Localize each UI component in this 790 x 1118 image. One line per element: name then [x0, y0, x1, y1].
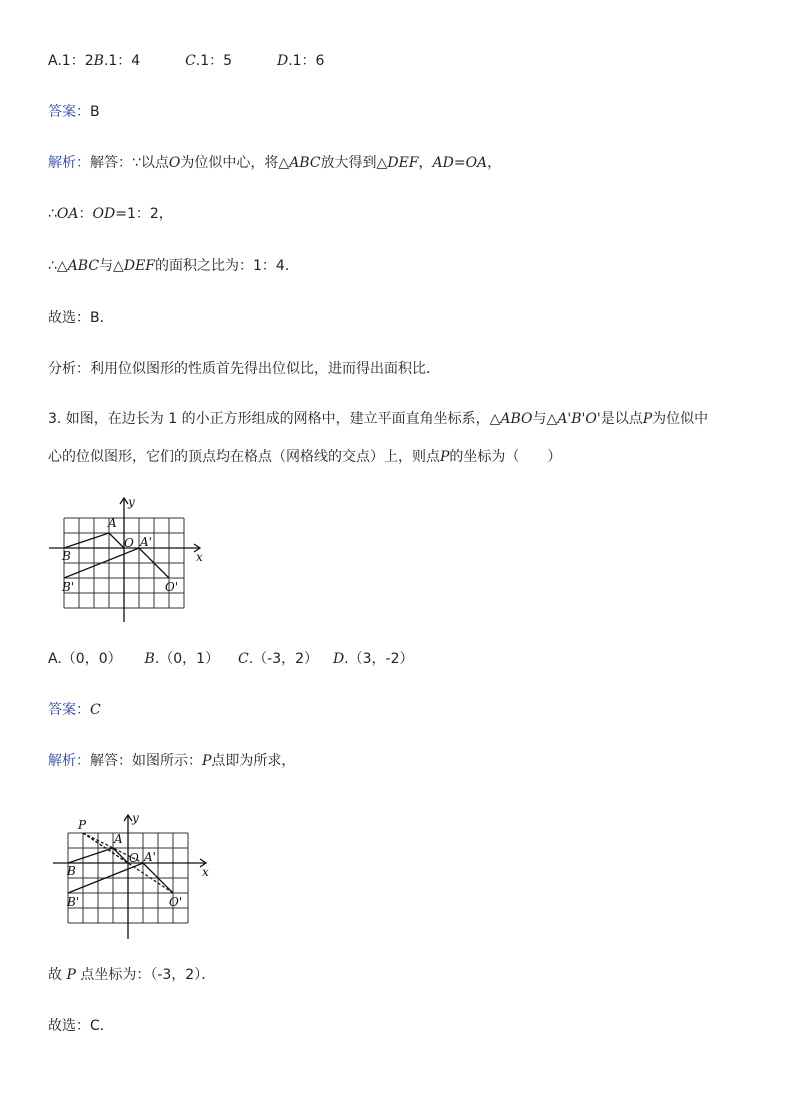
- equation: AD=OA: [432, 155, 488, 171]
- option-d: .1：6: [288, 53, 325, 69]
- analysis-text: ，: [487, 155, 502, 171]
- point-p: P: [66, 967, 76, 983]
- point-o: O: [168, 155, 181, 171]
- label-b: B: [62, 549, 71, 563]
- label-x: x: [202, 865, 209, 879]
- option-d: .（3，-2）: [344, 651, 414, 667]
- label-y: y: [128, 495, 135, 509]
- result-text: 点坐标为：（-3，2）．: [75, 967, 216, 983]
- step-text: 的面积之比为：1：4．: [155, 258, 299, 274]
- triangle-abc: ABC: [289, 155, 321, 171]
- analysis-label: 解析：: [48, 753, 90, 769]
- result-text: 故: [48, 967, 67, 983]
- option-b-letter: B: [93, 53, 104, 69]
- segment-od: OD: [92, 206, 116, 222]
- step-1: [48, 204, 173, 224]
- options-q2: [48, 51, 324, 71]
- grid-figure-solution: [48, 812, 218, 944]
- answer-label: 答案：: [48, 702, 90, 718]
- step-text: ：: [78, 206, 93, 222]
- question-text: 心的位似图形，它们的顶点均在格点（网格线的交点）上，则点: [48, 449, 440, 465]
- option-b: .1：4: [103, 53, 141, 69]
- question-text: 为位似中: [652, 411, 709, 427]
- step-text: ∴: [48, 206, 57, 222]
- analysis-text: 放大得到△: [320, 155, 388, 171]
- label-b-prime: B': [67, 895, 80, 909]
- question-text: 的坐标为（ ）: [449, 449, 562, 465]
- question-text: 3. 如图，在边长为 1 的小正方形组成的网格中，建立平面直角坐标系，△: [48, 411, 501, 427]
- result-q3: [48, 965, 215, 985]
- triangle-abo: ABO: [500, 411, 533, 427]
- label-o: O: [124, 536, 134, 550]
- grid-figure-question: [44, 494, 214, 626]
- analysis-text: 点即为所求，: [211, 753, 296, 769]
- step-text: 与△: [99, 258, 124, 274]
- label-a-prime: A': [144, 850, 156, 864]
- label-a: A: [108, 516, 117, 530]
- analysis-text: 为位似中心，将△: [180, 155, 290, 171]
- answer-value: B: [90, 104, 100, 120]
- option-d-letter: D: [332, 651, 345, 667]
- analysis-text: 解答：∵以点: [90, 155, 169, 171]
- label-o: O: [129, 851, 139, 865]
- label-o-prime: O': [169, 895, 183, 909]
- label-b-prime: B': [62, 580, 75, 594]
- step-text: =1：2，: [115, 206, 173, 222]
- triangle-def: DEF: [123, 258, 156, 274]
- analysis-label: 解析：: [48, 155, 90, 171]
- point-p: P: [642, 411, 653, 427]
- option-d-letter: D: [276, 53, 289, 69]
- label-x: x: [196, 550, 203, 564]
- choose-q3: 故选：C．: [48, 1018, 114, 1034]
- step-2: [48, 256, 299, 276]
- label-p: P: [78, 818, 87, 832]
- summary-q2: 分析：利用位似图形的性质首先得出位似比，进而得出面积比．: [48, 361, 440, 377]
- question-text: 与△: [532, 411, 558, 427]
- step-text: ∴△: [48, 258, 68, 274]
- point-p: P: [440, 449, 450, 465]
- option-c: .（-3，2）: [248, 651, 319, 667]
- option-c-letter: C: [237, 651, 249, 667]
- analysis-q3: [48, 751, 295, 771]
- analysis-q2: [48, 153, 501, 173]
- answer-q3: [48, 700, 101, 720]
- analysis-text: ，: [418, 155, 433, 171]
- triangle-abo-prime: A'B'O': [557, 411, 601, 427]
- question-3-line-1: [48, 409, 708, 429]
- question-text: 是以点: [600, 411, 643, 427]
- option-a: A.1：2: [48, 53, 94, 69]
- options-q3: [48, 649, 414, 669]
- triangle-abc: ABC: [67, 258, 100, 274]
- choose-q2: 故选：B．: [48, 310, 114, 326]
- option-c: .1：5: [195, 53, 233, 69]
- label-b: B: [67, 864, 76, 878]
- question-3-line-2: [48, 447, 561, 467]
- option-b: .（0，1）: [154, 651, 220, 667]
- option-b-letter: B: [144, 651, 155, 667]
- triangle-def: DEF: [387, 155, 419, 171]
- label-o-prime: O': [165, 580, 179, 594]
- point-p: P: [202, 753, 212, 769]
- analysis-text: 解答：如图所示：: [90, 753, 202, 769]
- answer-value: C: [90, 702, 101, 718]
- segment-oa: OA: [56, 206, 79, 222]
- answer-q2: [48, 102, 100, 122]
- option-c-letter: C: [185, 53, 196, 69]
- option-a: A.（0，0）: [48, 651, 122, 667]
- label-a-prime: A': [140, 535, 152, 549]
- label-y: y: [132, 812, 139, 825]
- answer-label: 答案：: [48, 104, 90, 120]
- label-a: A: [114, 832, 123, 846]
